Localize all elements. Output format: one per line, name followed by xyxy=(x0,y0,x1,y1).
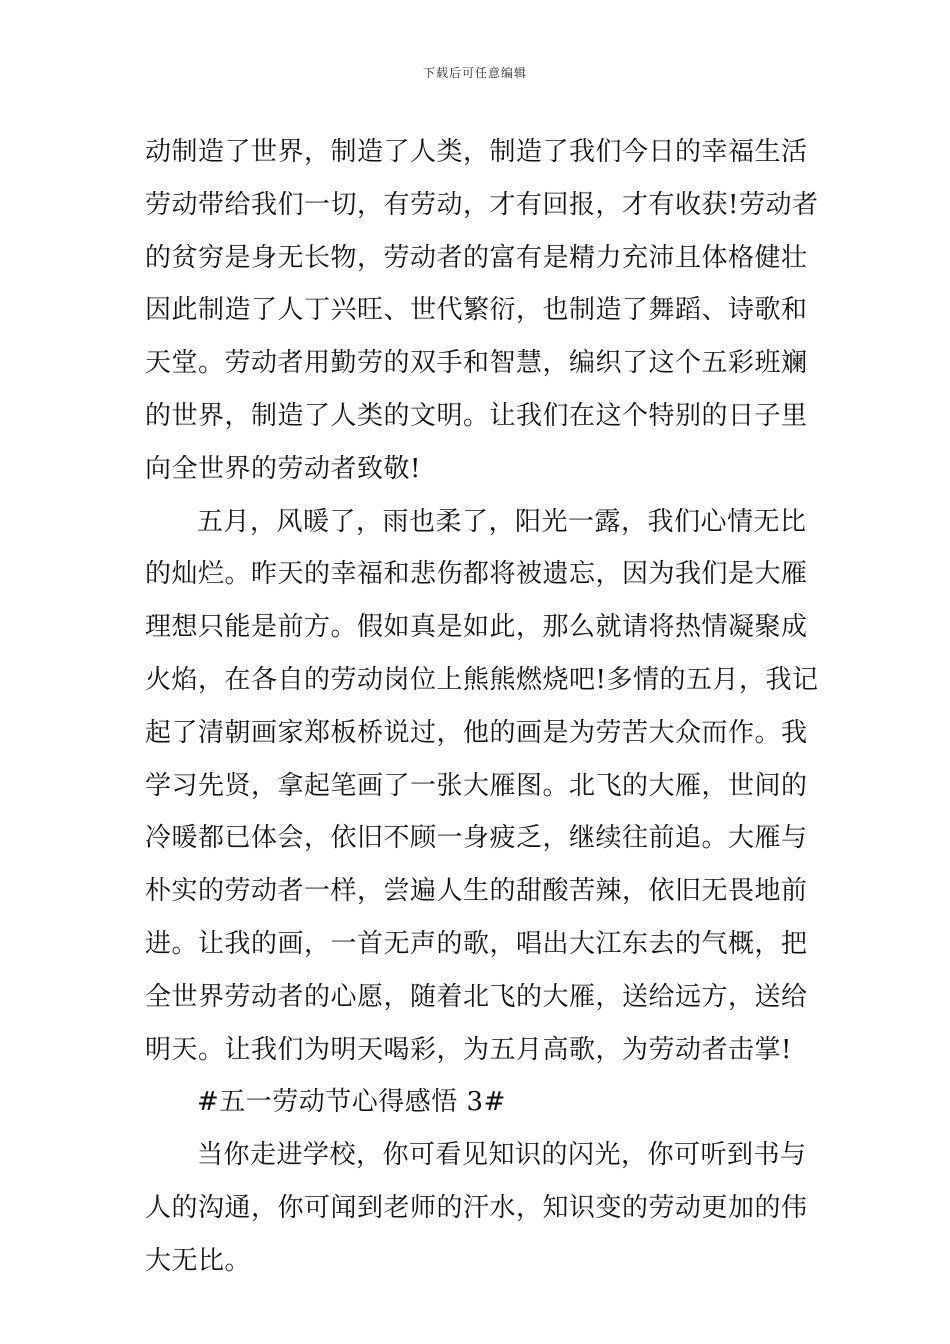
text-line: 天堂。劳动者用勤劳的双手和智慧，编织了这个五彩班斓 xyxy=(145,348,808,379)
text-line: 人的沟通，你可闻到老师的汗水，知识变的劳动更加的伟 xyxy=(145,1192,808,1223)
text-line: 火焰，在各自的劳动岗位上熊熊燃烧吧!多情的五月，我记 xyxy=(145,664,819,695)
text-line: 学习先贤，拿起笔画了一张大雁图。北飞的大雁，世间的 xyxy=(145,770,808,801)
paragraph xyxy=(145,496,819,1077)
text-line: 的贫穷是身无长物，劳动者的富有是精力充沛且体格健壮 xyxy=(145,242,808,273)
text-line: 五月，风暖了，雨也柔了，阳光一露，我们心情无比 xyxy=(197,506,807,537)
text-line: 当你走进学校，你可看见知识的闪光，你可听到书与 xyxy=(197,1140,807,1171)
text-line: 起了清朝画家郑板桥说过，他的画是为劳苦大众而作。我 xyxy=(145,717,808,748)
text-line: 因此制造了人丁兴旺、世代繁衍，也制造了舞蹈、诗歌和 xyxy=(145,295,808,326)
paragraph xyxy=(145,1129,808,1287)
paragraph xyxy=(145,126,819,496)
text-line: 的世界，制造了人类的文明。让我们在这个特别的日子里 xyxy=(145,400,808,431)
header-note: 下载后可任意编辑 xyxy=(422,66,527,80)
text-line: 全世界劳动者的心愿，随着北飞的大雁，送给远方，送给 xyxy=(145,981,808,1012)
text-line: 明天。让我们为明天喝彩，为五月高歌，为劳动者击掌! xyxy=(145,1034,792,1065)
document-body xyxy=(145,126,819,1288)
text-line: 动制造了世界，制造了人类，制造了我们今日的幸福生活 xyxy=(145,137,808,167)
text-line: 向全世界的劳动者致敬! xyxy=(145,453,421,484)
text-line: 大无比。 xyxy=(145,1245,252,1276)
text-line: 冷暖都已体会，依旧不顾一身疲乏，继续往前追。大雁与 xyxy=(145,823,808,854)
section-heading: #五一劳动节心得感悟 3# xyxy=(197,1087,506,1118)
text-line: 进。让我的画，一首无声的歌，唱出大江东去的气概，把 xyxy=(145,928,808,959)
text-line: 朴实的劳动者一样，尝遍人生的甜酸苦辣，依旧无畏地前 xyxy=(145,876,808,907)
text-line: 理想只能是前方。假如真是如此，那么就请将热情凝聚成 xyxy=(145,612,808,643)
text-line: 劳动带给我们一切，有劳动，才有回报，才有收获!劳动者 xyxy=(145,189,819,220)
text-line: 的灿烂。昨天的幸福和悲伤都将被遗忘，因为我们是大雁 xyxy=(145,559,808,590)
